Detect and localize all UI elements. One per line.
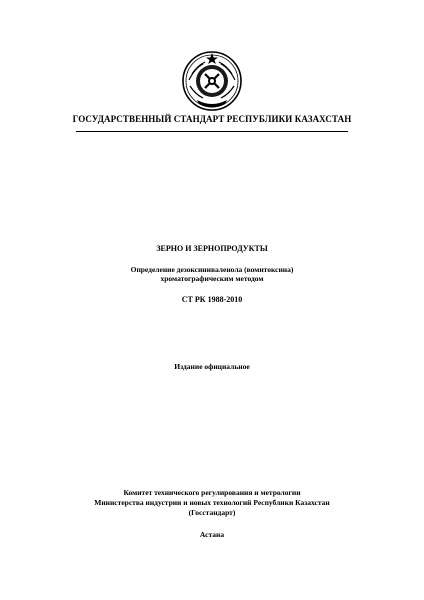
subtitle-line: хроматографическим методом — [160, 274, 264, 283]
publication-city: Астана — [199, 530, 225, 539]
state-emblem-icon — [181, 50, 243, 112]
edition-label: Издание официальное — [174, 362, 250, 371]
publisher-block — [0, 488, 424, 518]
standard-code: СТ РК 1988-2010 — [181, 295, 243, 304]
standard-header-title: ГОСУДАРСТВЕННЫЙ СТАНДАРТ РЕСПУБЛИКИ КАЗАХСТАН — [72, 114, 352, 124]
subtitle-line: Определение дезоксиниваленола (вомитоксина) — [130, 265, 294, 274]
document-title: ЗЕРНО И ЗЕРНОПРОДУКТЫ — [156, 244, 268, 253]
header-divider — [76, 131, 348, 132]
publisher-line: Министерства индустрии и новых технологий Республики Казахстан — [94, 498, 330, 507]
publisher-line: (Госстандарт) — [188, 508, 236, 517]
publisher-line: Комитет технического регулирования и метрологии — [123, 488, 301, 497]
document-subtitle — [0, 265, 424, 283]
